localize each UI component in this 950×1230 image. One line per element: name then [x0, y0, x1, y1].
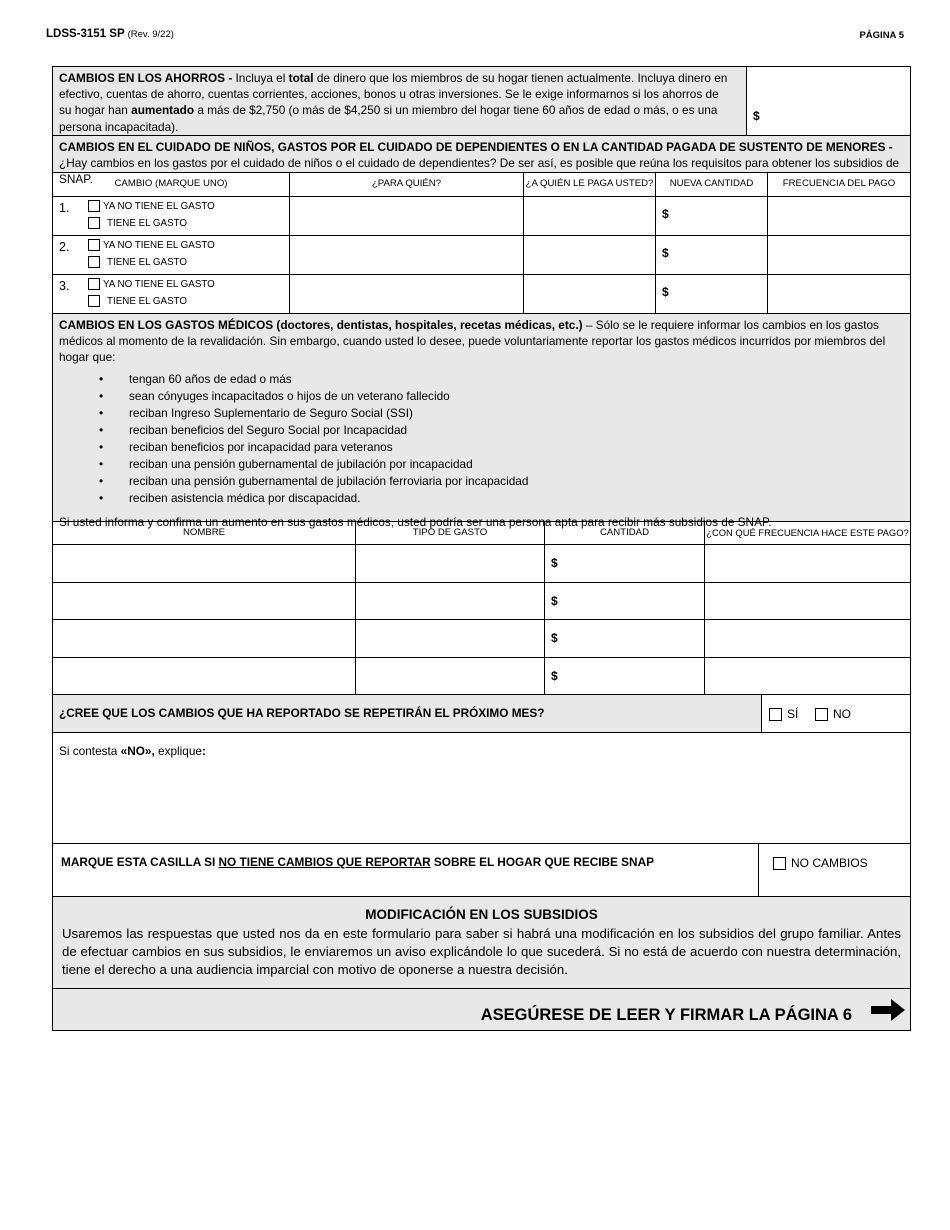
option-label: TIENE EL GASTO: [107, 217, 188, 229]
column-header: ¿A QUIÉN LE PAGA USTED?: [524, 173, 656, 196]
form-number: LDSS-3151 SP: [46, 28, 125, 40]
modification-body: Usaremos las respuestas que usted nos da en este formulario para saber si habrá una modificación en los subsidios del grupo familiar. Antes de efectuar cambios en sus subsidios, le enviaremos un aviso explicándole lo que sucederá. Si no está de acuerdo con nuestra determinación, tiene el derecho a una audiencia imparcial con motivo de oponerse a nuestra decisión.: [62, 926, 901, 977]
footer-row: [53, 989, 910, 1030]
no-changes-instruction: [53, 844, 759, 896]
explain-row: [53, 733, 910, 844]
savings-text-2: de dinero que los miembros de su hogar tienen actualmente. Incluya dinero en efectivo, cuentas de ahorro, cuentas corrientes, acciones, bonos u otras inversiones. Se le exige informarnos si los ahorros de su hogar han: [59, 71, 728, 118]
explain-text-bold-2: :: [201, 744, 206, 758]
row-number: 2.: [59, 240, 70, 254]
medical-table-header: [53, 522, 910, 545]
no-changes-option[interactable]: [773, 856, 868, 870]
currency-sign: $: [662, 207, 669, 221]
bullet: •: [99, 388, 104, 403]
new-amount-field[interactable]: [656, 236, 768, 274]
no-changes-text-1: MARQUE ESTA CASILLA SI: [61, 855, 219, 869]
bullet: •: [99, 371, 104, 386]
page-header: [46, 28, 904, 44]
list-item-text: tengan 60 años de edad o más: [129, 371, 292, 386]
amount-field[interactable]: [545, 620, 705, 657]
bullet: •: [99, 405, 104, 420]
repeat-answer: [762, 695, 910, 732]
bullet: •: [99, 490, 104, 505]
checkbox[interactable]: [88, 278, 100, 290]
child-care-title: CAMBIOS EN EL CUIDADO DE NIÑOS, GASTOS POR EL CUIDADO DE DEPENDIENTES O EN LA CANTIDAD PAGADA DE SUSTENTO DE MENORES -: [59, 140, 893, 154]
savings-title: CAMBIOS EN LOS AHORROS -: [59, 71, 233, 85]
option-no-longer-has-expense[interactable]: [88, 278, 215, 290]
no-label: NO: [833, 707, 851, 721]
yes-label: SÍ: [787, 707, 799, 721]
column-header: TIPO DE GASTO: [356, 522, 545, 544]
option-label: YA NO TIENE EL GASTO: [103, 200, 215, 212]
option-label: TIENE EL GASTO: [107, 256, 188, 268]
arrow-right-icon: [869, 996, 907, 1024]
payee-field[interactable]: [524, 236, 656, 274]
child-care-text: ¿Hay cambios en los gastos por el cuidado de niños o el cuidado de dependientes? De ser así, es posible que reúna los requisitos para obtener los subsidios de SNAP.: [59, 156, 900, 187]
name-field[interactable]: [53, 620, 356, 657]
expense-type-field[interactable]: [356, 658, 545, 695]
savings-text-3: a más de $2,750 (o más de $4,250 si un miembro del hogar tiene 60 años de edad o más, o es una persona incapacitada).: [59, 103, 718, 134]
list-item: [99, 388, 904, 405]
expense-type-field[interactable]: [356, 620, 545, 657]
payment-frequency-field[interactable]: [768, 197, 910, 235]
currency-sign: $: [551, 668, 558, 683]
list-item: [99, 490, 904, 507]
bullet: •: [99, 456, 104, 471]
frequency-field[interactable]: [705, 545, 910, 582]
payee-field[interactable]: [524, 275, 656, 313]
no-changes-text-2: SOBRE EL HOGAR QUE RECIBE SNAP: [430, 855, 654, 869]
list-item: [99, 456, 904, 473]
frequency-field[interactable]: [705, 620, 910, 657]
repeat-question-row: [53, 695, 910, 733]
table-row: [53, 197, 910, 236]
list-item-text: reciban una pensión gubernamental de jubilación ferroviaria por incapacidad: [129, 473, 529, 488]
modification-content: [53, 897, 910, 988]
table-row: [53, 583, 910, 621]
medical-section: [53, 314, 910, 529]
modification-section: [53, 897, 910, 989]
frequency-field[interactable]: [705, 583, 910, 620]
checkbox[interactable]: [88, 256, 100, 268]
medical-closing: Si usted informa y confirma un aumento en sus gastos médicos, usted podría ser una persona apta para recibir más subsidios de SNAP.: [59, 514, 772, 529]
column-header: ¿PARA QUIÉN?: [290, 173, 524, 196]
column-header: FRECUENCIA DEL PAGO: [782, 178, 896, 189]
list-item-text: sean cónyuges incapacitados o hijos de un veterano fallecido: [129, 388, 450, 403]
option-no-longer-has-expense[interactable]: [88, 239, 215, 251]
list-item-text: reciben asistencia médica por discapacidad.: [129, 490, 361, 505]
explain-text-1: Si contesta: [59, 744, 121, 758]
explain-text-2: explique: [154, 744, 202, 758]
savings-text-bold-1: total: [288, 71, 314, 85]
option-has-expense[interactable]: [88, 256, 187, 268]
for-whom-field[interactable]: [290, 275, 524, 313]
explain-text-bold-1: «NO»,: [120, 744, 155, 758]
no-option[interactable]: [815, 707, 851, 721]
currency-sign: $: [551, 556, 558, 570]
report-form: [52, 66, 911, 1031]
column-header: CAMBIO (MARQUE UNO): [53, 173, 290, 196]
row-number: 1.: [59, 201, 70, 215]
new-amount-field[interactable]: [656, 275, 768, 313]
column-header: NOMBRE: [53, 522, 356, 544]
repeat-question: ¿CREE QUE LOS CAMBIOS QUE HA REPORTADO SE REPETIRÁN EL PRÓXIMO MES?: [53, 695, 762, 732]
medical-intro: [59, 317, 904, 366]
option-label: TIENE EL GASTO: [107, 295, 188, 307]
expense-type-field[interactable]: [356, 583, 545, 620]
no-checkbox[interactable]: [815, 708, 828, 721]
list-item-text: reciban beneficios del Seguro Social por Incapacidad: [129, 422, 408, 437]
for-whom-field[interactable]: [290, 197, 524, 235]
currency-sign: $: [551, 631, 558, 645]
list-item: [99, 405, 904, 422]
checkbox[interactable]: [88, 239, 100, 251]
option-has-expense[interactable]: [88, 217, 187, 229]
row-number: 3.: [59, 279, 70, 293]
form-id: [46, 28, 174, 40]
new-amount-field[interactable]: [656, 197, 768, 235]
list-item: [99, 422, 904, 439]
amount-field[interactable]: [545, 583, 705, 620]
form-revision: (Rev. 9/22): [127, 29, 174, 40]
child-care-table-header: [53, 173, 910, 197]
name-field[interactable]: [53, 658, 356, 695]
explain-field[interactable]: [53, 733, 910, 843]
bullet: •: [99, 422, 104, 437]
no-changes-row: [53, 844, 910, 897]
page-number: PÁGINA 5: [859, 30, 904, 41]
option-no-longer-has-expense[interactable]: [88, 200, 215, 212]
savings-currency: $: [753, 109, 760, 123]
expense-type-field[interactable]: [356, 545, 545, 582]
table-row: [53, 275, 910, 314]
option-has-expense[interactable]: [88, 295, 187, 307]
no-changes-answer: [759, 844, 910, 896]
list-item-text: reciban beneficios por incapacidad para veteranos: [129, 439, 393, 454]
no-changes-checkbox[interactable]: [773, 857, 786, 870]
bullet: •: [99, 439, 104, 454]
list-item-text: reciban una pensión gubernamental de jubilación por incapacidad: [129, 456, 473, 471]
table-row: [53, 658, 910, 696]
name-field[interactable]: [53, 583, 356, 620]
option-label: YA NO TIENE EL GASTO: [103, 278, 215, 290]
list-item: [99, 439, 904, 456]
savings-text-1: Incluya el: [232, 71, 289, 85]
modification-title: MODIFICACIÓN EN LOS SUBSIDIOS: [365, 907, 598, 922]
yes-checkbox[interactable]: [769, 708, 782, 721]
frequency-field[interactable]: [705, 658, 910, 695]
column-header: NUEVA CANTIDAD: [656, 173, 768, 196]
checkbox[interactable]: [88, 217, 100, 229]
read-and-sign-message: ASEGÚRESE DE LEER Y FIRMAR LA PÁGINA 6: [480, 1006, 852, 1024]
payment-frequency-field[interactable]: [768, 236, 910, 274]
savings-text-bold-2: aumentado: [131, 103, 195, 118]
list-item: [99, 371, 904, 388]
change-cell: [53, 197, 290, 235]
amount-field[interactable]: [545, 545, 705, 582]
medical-text: – Sólo se le requiere informar los cambios en los gastos médicos al momento de la revalidación. Sin embargo, cuando usted lo desee, puede voluntariamente reportar los gastos médicos incurridos por miembros del hogar que:: [59, 318, 886, 365]
option-label: YA NO TIENE EL GASTO: [103, 239, 215, 251]
medical-description: [53, 314, 910, 529]
payment-frequency-field[interactable]: [768, 275, 910, 313]
savings-description: [53, 67, 747, 135]
bullet: •: [99, 473, 104, 488]
for-whom-field[interactable]: [290, 236, 524, 274]
change-cell: [53, 236, 290, 274]
list-item-text: reciban Ingreso Suplementario de Seguro Social (SSI): [129, 405, 413, 420]
medical-title: CAMBIOS EN LOS GASTOS MÉDICOS (doctores, dentistas, hospitales, recetas médicas, etc.): [59, 318, 583, 332]
table-row: [53, 236, 910, 275]
payee-field[interactable]: [524, 197, 656, 235]
checkbox[interactable]: [88, 295, 100, 307]
table-row: [53, 620, 910, 658]
amount-field[interactable]: [545, 658, 705, 695]
savings-amount-field[interactable]: [747, 67, 910, 135]
table-row: [53, 545, 910, 583]
name-field[interactable]: [53, 545, 356, 582]
column-header: ¿CON QUÉ FRECUENCIA HACE ESTE PAGO?: [706, 527, 909, 538]
currency-sign: $: [551, 593, 558, 608]
medical-criteria-list: [99, 371, 904, 507]
change-cell: [53, 275, 290, 313]
checkbox[interactable]: [88, 200, 100, 212]
currency-sign: $: [662, 246, 669, 260]
savings-section: [53, 67, 910, 136]
yes-option[interactable]: [769, 707, 798, 721]
no-changes-text-underlined: NO TIENE CAMBIOS QUE REPORTAR: [218, 855, 431, 869]
no-changes-label: NO CAMBIOS: [791, 856, 868, 870]
currency-sign: $: [662, 285, 669, 299]
list-item: [99, 473, 904, 490]
column-header: CANTIDAD: [545, 522, 705, 544]
